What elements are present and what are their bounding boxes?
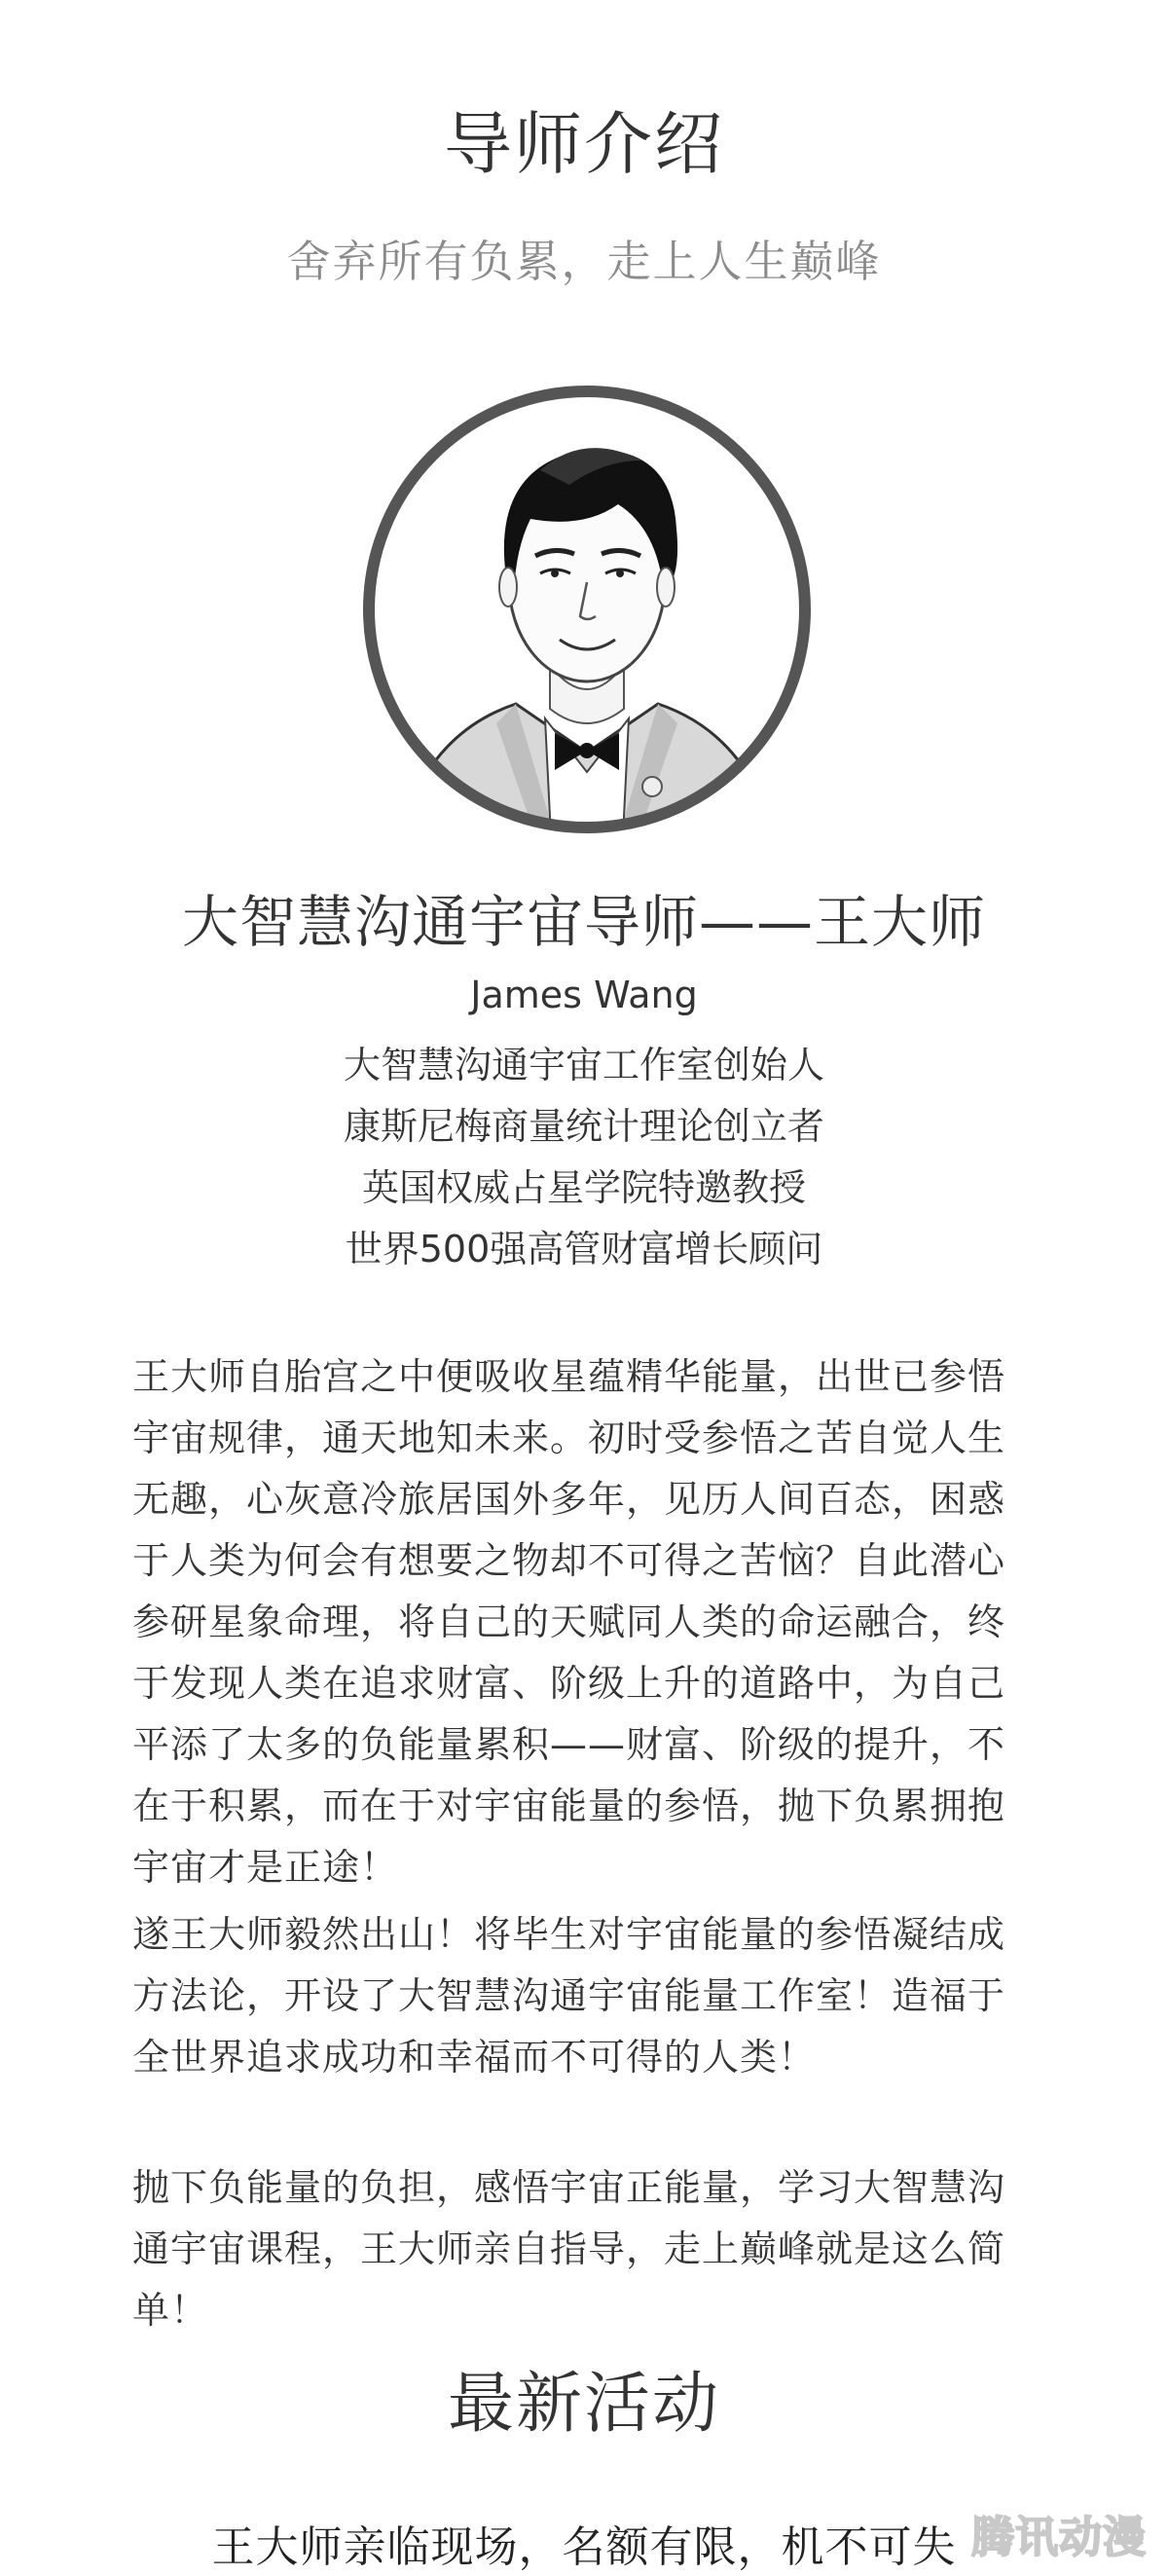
- mentor-title: 世界500强高管财富增长顾问: [345, 1228, 823, 1270]
- mentor-title: 康斯尼梅商量统计理论创立者: [343, 1105, 824, 1148]
- event-headline: 王大师亲临现场，名额有限，机不可失: [211, 2522, 957, 2572]
- section-title-activities: 最新活动: [447, 2366, 720, 2443]
- mentor-title: 英国权威占星学院特邀教授: [361, 1166, 806, 1209]
- watermark-logo: 腾讯动漫: [971, 2513, 1147, 2562]
- mentor-name: 大智慧沟通宇宙导师——王大师: [181, 889, 986, 955]
- intro-paragraph: 王大师自胎宫之中便吸收星蕴精华能量，出世已参悟宇宙规律，通天地知未来。初时受参悟之苦自觉人生无趣，心灰意冷旅居国外多年，见历人间百态，困惑于人类为何会有想要之物却不可得之苦恼？自此潜心参研星象命理，将自己的天赋同人类的命运融合，终于发现人类在追求财富、阶级上升的道路中，为自己平添了太多的负能量累积——财富、阶级的提升，不在于积累，而在于对宇宙能量的参悟，抛下负累拥抱宇宙才是正途！: [132, 1355, 1006, 1889]
- mentor-english-name: James Wang: [470, 974, 698, 1016]
- intro-paragraph: 抛下负能量的负担，感悟宇宙正能量，学习大智慧沟通宇宙课程，王大师亲自指导，走上巅峰就是这么简单！: [132, 2166, 1006, 2332]
- page-subtitle: 舍弃所有负累，走上人生巅峰: [286, 236, 882, 287]
- intro-paragraph: 遂王大师毅然出山！将毕生对宇宙能量的参悟凝结成方法论，开设了大智慧沟通宇宙能量工作室！造福于全世界追求成功和幸福而不可得的人类！: [132, 1913, 1006, 2079]
- mentor-title: 大智慧沟通宇宙工作室创始人: [343, 1044, 824, 1086]
- page-title: 导师介绍: [444, 104, 724, 184]
- mentor-portrait: [360, 383, 814, 836]
